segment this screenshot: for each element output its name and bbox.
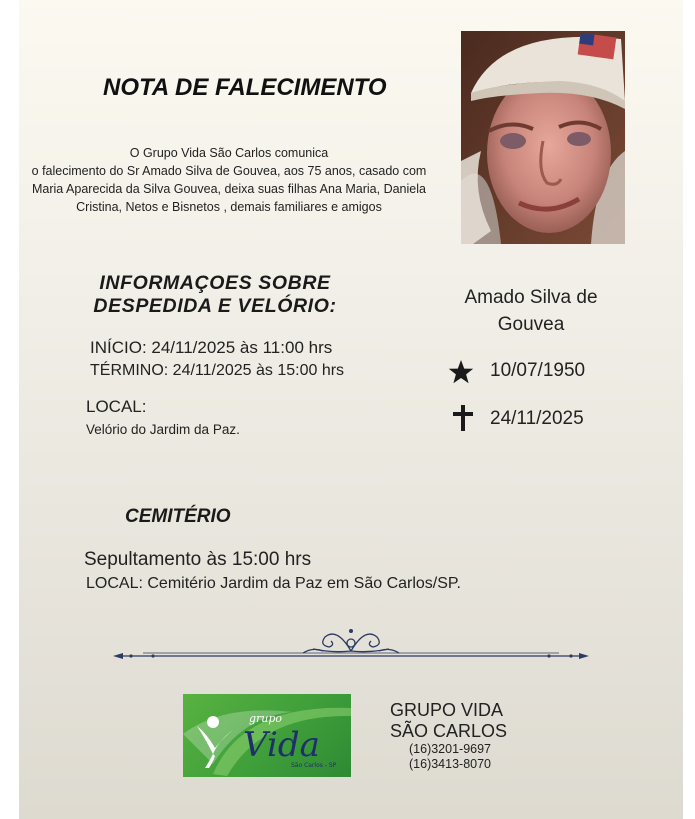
farewell-heading-line: INFORMAÇOES SOBRE [99,272,331,294]
organization-name [390,700,507,742]
cemetery-location: LOCAL: Cemitério Jardim da Paz em São Carlos/SP. [86,575,461,592]
left-margin [0,0,19,819]
birth-date: 10/07/1950 [490,360,586,381]
grupo-vida-logo [183,694,351,777]
farewell-local-value: Velório do Jardim da Paz. [86,422,240,437]
death-date: 24/11/2025 [490,408,584,429]
notice-title: NOTA DE FALECIMENTO [103,74,387,101]
intro-line: Cristina, Netos e Bisnetos , demais familiares e amigos [76,200,382,214]
organization-name-line: GRUPO VIDA [390,700,504,720]
star-icon [448,359,474,385]
phone-number: (16)3201-9697 [409,742,492,756]
ornament-divider [113,623,589,663]
phone-number: (16)3413-8070 [409,757,492,771]
logo-subtitle-text: São Carlos - SP [291,762,337,769]
farewell-local-label: LOCAL: [86,397,147,416]
farewell-heading [85,272,345,318]
deceased-name-line: Amado Silva de [464,287,598,308]
obituary-card [19,0,683,819]
cross-icon [452,404,474,432]
farewell-heading-line: DESPEDIDA E VELÓRIO: [93,295,337,317]
farewell-end: TÉRMINO: 24/11/2025 às 15:00 hrs [90,362,345,379]
right-margin [683,0,695,819]
notice-intro [19,144,439,216]
deceased-name-line: Gouvea [497,314,565,335]
logo-small-text: grupo [249,712,283,725]
organization-name-line: SÃO CARLOS [390,721,508,741]
deceased-photo [461,31,625,244]
deceased-name [451,284,611,338]
intro-line: Maria Aparecida da Silva Gouvea, deixa suas filhas Ana Maria, Daniela [32,182,426,196]
burial-time: Sepultamento às 15:00 hrs [84,549,312,570]
farewell-start: INÍCIO: 24/11/2025 às 11:00 hrs [90,338,333,357]
cemetery-heading: CEMITÉRIO [125,506,231,527]
intro-line: O Grupo Vida São Carlos comunica [129,146,329,160]
logo-main-text: Vida [243,725,320,765]
intro-line: o falecimento do Sr Amado Silva de Gouvea, aos 75 anos, casado com [31,164,427,178]
